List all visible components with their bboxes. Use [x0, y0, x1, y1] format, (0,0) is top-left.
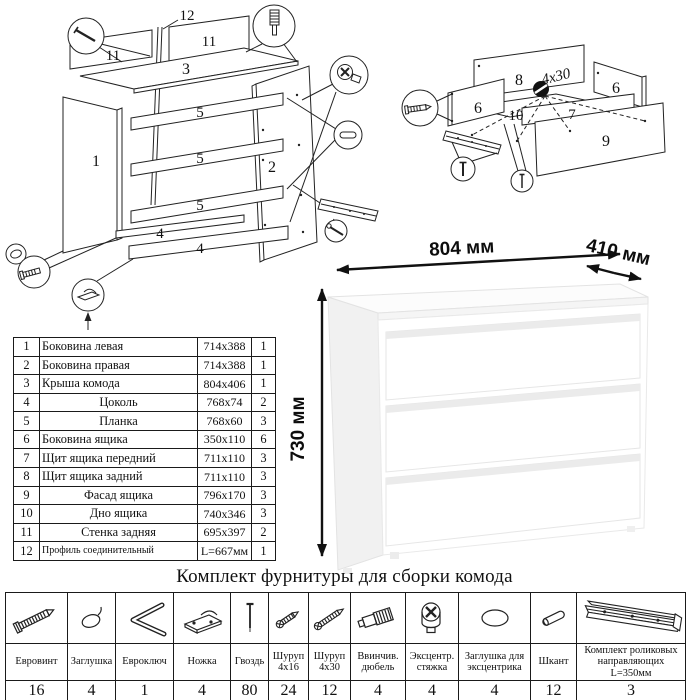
drawer-label-7: 7	[568, 107, 576, 123]
part-qty: 1	[252, 356, 276, 375]
part-qty: 1	[252, 338, 276, 357]
part-qty: 1	[252, 375, 276, 394]
part-name: Планка	[40, 412, 198, 431]
dowel-icon	[531, 593, 577, 644]
part-name: Цоколь	[40, 393, 198, 412]
hardware-name: Шуруп 4x30	[309, 644, 351, 681]
cap-icon	[68, 593, 116, 644]
carcass-label-12: 12	[179, 8, 195, 24]
depth-arrow	[587, 266, 614, 273]
part-name: Боковина правая	[40, 356, 198, 375]
drawer-label-9: 9	[602, 133, 610, 150]
table-row	[14, 375, 276, 394]
threaded-dowel-icon	[351, 593, 406, 644]
part-qty: 6	[252, 430, 276, 449]
part-number: 5	[14, 412, 40, 431]
part-name: Стенка задняя	[40, 523, 198, 542]
part-number: 6	[14, 430, 40, 449]
hardware-qty: 4	[351, 681, 406, 700]
euro-screw-icon	[6, 593, 68, 644]
screw-small-icon	[269, 593, 309, 644]
hardware-icons-row	[6, 593, 686, 644]
part-size: 695x397	[198, 523, 252, 542]
table-row	[14, 542, 276, 561]
dimensioned-dresser-figure	[288, 235, 652, 574]
part-qty: 3	[252, 505, 276, 524]
parts-list-table	[13, 337, 276, 561]
height-dimension-label: 730 мм	[288, 396, 309, 462]
drawer-label-6b: 6	[612, 80, 620, 97]
hardware-name: Ввинчив. дюбель	[351, 644, 406, 681]
part-size: L=667мм	[198, 542, 252, 561]
depth-dimension-label: 410 мм	[584, 235, 653, 271]
hardware-qty: 1	[116, 681, 174, 700]
hardware-name: Евровинт	[6, 644, 68, 681]
drawer-screw-note: 4x30	[539, 65, 573, 89]
part-number: 1	[14, 338, 40, 357]
hardware-qty-row	[6, 681, 686, 700]
cam-lock-icon	[406, 593, 459, 644]
width-arrow	[337, 262, 478, 270]
part-number: 4	[14, 393, 40, 412]
cam-cap-icon	[459, 593, 531, 644]
euro-screw-callout-drawer	[402, 90, 452, 126]
hardware-name: Шуруп 4x16	[269, 644, 309, 681]
table-row	[14, 468, 276, 487]
hardware-name: Ножка	[174, 644, 231, 681]
drawer-label-8: 8	[515, 72, 523, 89]
part-name: Фасад ящика	[40, 486, 198, 505]
part-qty: 3	[252, 486, 276, 505]
part-size: 714x388	[198, 338, 252, 357]
hardware-qty: 24	[269, 681, 309, 700]
part-size: 711x110	[198, 449, 252, 468]
carcass-label-2: 2	[268, 159, 276, 176]
part-name: Боковина левая	[40, 338, 198, 357]
part-name: Щит ящика передний	[40, 449, 198, 468]
dresser-render	[328, 284, 648, 574]
table-row	[14, 430, 276, 449]
part-number: 12	[14, 542, 40, 561]
carcass-label-1: 1	[92, 153, 100, 170]
drawer-slide-rail-detail	[443, 131, 501, 181]
part-size: 768x60	[198, 412, 252, 431]
part-number: 2	[14, 356, 40, 375]
part-qty: 3	[252, 468, 276, 487]
part-qty: 3	[252, 449, 276, 468]
part-number: 11	[14, 523, 40, 542]
drawer-label-6a: 6	[474, 100, 482, 117]
carcass-label-4a: 4	[156, 226, 164, 242]
carcass-part-plank-3	[131, 186, 283, 223]
hardware-qty: 12	[309, 681, 351, 700]
hardware-qty: 4	[68, 681, 116, 700]
carcass-label-5b: 5	[196, 151, 204, 167]
part-size: 804x406	[198, 375, 252, 394]
width-dimension-label: 804 мм	[428, 236, 495, 261]
table-row	[14, 505, 276, 524]
carcass-label-5c: 5	[196, 198, 204, 214]
part-number: 8	[14, 468, 40, 487]
hardware-name: Заглушка	[68, 644, 116, 681]
table-row	[14, 393, 276, 412]
hardware-qty: 80	[231, 681, 269, 700]
hardware-qty: 4	[459, 681, 531, 700]
part-number: 9	[14, 486, 40, 505]
hardware-name: Шкант	[531, 644, 577, 681]
hardware-name: Заглушка для эксцентрика	[459, 644, 531, 681]
part-size: 768x74	[198, 393, 252, 412]
part-qty: 1	[252, 542, 276, 561]
hardware-qty: 4	[174, 681, 231, 700]
table-row	[14, 338, 276, 357]
carcass-part-side-left	[63, 97, 122, 253]
part-size: 350x110	[198, 430, 252, 449]
part-name: Профиль соединительный	[40, 542, 198, 561]
part-size: 711x110	[198, 468, 252, 487]
hardware-qty: 4	[406, 681, 459, 700]
drawer-label-10: 10	[508, 108, 524, 124]
part-name: Щит ящика задний	[40, 468, 198, 487]
carcass-label-5a: 5	[196, 105, 204, 121]
carcass-label-3: 3	[182, 61, 190, 78]
hex-key-icon	[116, 593, 174, 644]
foot-callout	[72, 259, 133, 330]
part-size: 714x388	[198, 356, 252, 375]
carcass-exploded-diagram	[6, 5, 378, 330]
drawer-slides-icon	[577, 593, 686, 644]
hardware-names-row	[6, 644, 686, 681]
hardware-qty: 16	[6, 681, 68, 700]
hardware-name: Эксцентр. стяжка	[406, 644, 459, 681]
part-name: Крыша комода	[40, 375, 198, 394]
part-qty: 2	[252, 523, 276, 542]
drawer-exploded-diagram	[402, 45, 665, 192]
screw-large-icon	[309, 593, 351, 644]
table-row	[14, 449, 276, 468]
part-number: 3	[14, 375, 40, 394]
part-qty: 3	[252, 412, 276, 431]
hardware-kit-table	[5, 592, 686, 700]
part-number: 10	[14, 505, 40, 524]
nail-icon	[231, 593, 269, 644]
part-name: Дно ящика	[40, 505, 198, 524]
hardware-kit-title: Комплект фурнитуры для сборки комода	[176, 566, 513, 587]
hardware-qty: 12	[531, 681, 577, 700]
part-name: Боковина ящика	[40, 430, 198, 449]
hardware-name: Евроключ	[116, 644, 174, 681]
table-row	[14, 486, 276, 505]
nail-callout-drawer	[504, 124, 533, 192]
table-row	[14, 412, 276, 431]
part-size: 796x170	[198, 486, 252, 505]
hardware-name: Гвоздь	[231, 644, 269, 681]
carcass-label-4b: 4	[196, 241, 204, 257]
table-row	[14, 523, 276, 542]
hardware-qty: 3	[577, 681, 686, 700]
carcass-label-11a: 11	[105, 48, 121, 64]
dresser-side-face	[328, 297, 383, 570]
part-size: 740x346	[198, 505, 252, 524]
part-number: 7	[14, 449, 40, 468]
foot-icon	[174, 593, 231, 644]
hardware-name: Комплект роликовых направляющих L=350мм	[577, 644, 686, 681]
part-qty: 2	[252, 393, 276, 412]
carcass-label-11b: 11	[201, 34, 217, 50]
table-row	[14, 356, 276, 375]
